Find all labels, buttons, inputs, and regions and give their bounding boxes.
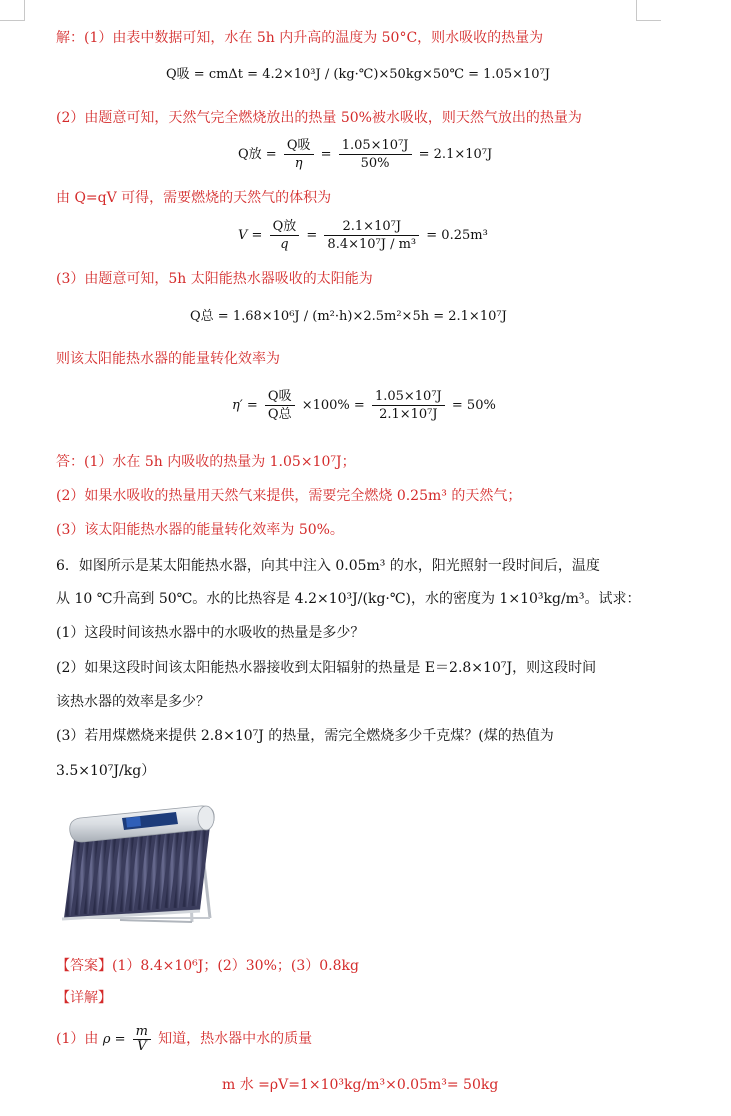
question-line-6: (3）若用煤燃烧来提供 2.8×10⁷J 的热量，需完全燃烧多少千克煤？(煤的热值为	[56, 728, 554, 744]
question-line-7: 3.5×10⁷J/kg）	[56, 763, 156, 779]
formula-fraction	[270, 218, 300, 253]
fraction-denominator: Q总	[267, 407, 292, 422]
formula-middle: ×100% =	[301, 398, 365, 413]
solar-water-heater-image	[60, 800, 220, 930]
formula-efficiency	[232, 388, 496, 423]
solution-line-2: (2）由题意可知，天然气完全燃烧放出的热量 50%被水吸收，则天然气放出的热量为	[56, 110, 582, 126]
formula-lhs: η′ =	[232, 398, 258, 413]
solution-line-4: (3）由题意可知，5h 太阳能热水器吸收的太阳能为	[56, 271, 373, 287]
question-line-1: 6．如图所示是某太阳能热水器，向其中注入 0.05m³ 的水，阳光照射一段时间后，温度	[56, 558, 600, 574]
fraction-numerator: Q吸	[284, 137, 314, 155]
formula-fraction	[372, 388, 445, 423]
formula-lhs: V =	[238, 228, 263, 243]
solution-line-5: 则该太阳能热水器的能量转化效率为	[56, 351, 280, 367]
formula-fraction	[265, 388, 295, 423]
question-line-3: (1）这段时间该热水器中的水吸收的热量是多少？	[56, 625, 365, 641]
page-crop-mark-right	[636, 0, 661, 21]
formula-lhs: Q放 =	[238, 147, 277, 162]
answer-summary-3: (3）该太阳能热水器的能量转化效率为 50%。	[56, 522, 344, 538]
formula-fraction	[324, 218, 419, 253]
fraction-denominator: 8.4×10⁷J / m³	[327, 237, 417, 252]
formula-rhs: = 50%	[451, 398, 496, 413]
formula-heat-absorbed: Q吸 = cmΔt = 4.2×10³J / (kg·℃)×50kg×50℃ = 1.05×10⁷J	[166, 67, 550, 82]
detail-prefix: (1）由	[56, 1031, 99, 1047]
formula-fraction	[133, 1025, 151, 1054]
formula-water-mass: m 水 =ρV=1×10³kg/m³×0.05m³= 50kg	[222, 1077, 499, 1093]
fraction-denominator: V	[137, 1039, 147, 1054]
question-line-2: 从 10 ℃升高到 50℃。水的比热容是 4.2×10³J/(kg·℃)，水的密度为 1×10³kg/m³。试求：	[56, 591, 641, 607]
formula-lhs: ρ =	[102, 1032, 126, 1047]
formula-solar-energy: Q总 = 1.68×10⁶J / (m²·h)×2.5m²×5h = 2.1×10⁷J	[190, 309, 507, 324]
formula-heat-released	[238, 137, 492, 172]
fraction-denominator: 50%	[360, 156, 390, 171]
fraction-numerator: m	[133, 1025, 151, 1040]
detail-line-1	[56, 1024, 312, 1054]
formula-rhs: = 0.25m³	[426, 228, 488, 243]
fraction-denominator: η	[294, 156, 303, 171]
formula-equals: =	[306, 228, 318, 243]
detail-label: 【详解】	[56, 990, 112, 1006]
question-line-5: 该热水器的效率是多少？	[56, 694, 210, 710]
solution-line-1: 解：(1）由表中数据可知，水在 5h 内升高的温度为 50°C，则水吸收的热量为	[56, 30, 544, 46]
formula-equals: =	[320, 147, 332, 162]
fraction-denominator: 2.1×10⁷J	[379, 407, 438, 422]
answer-summary-2: (2）如果水吸收的热量用天然气来提供，需要完全燃烧 0.25m³ 的天然气；	[56, 488, 522, 504]
fraction-denominator: q	[280, 237, 289, 252]
fraction-numerator: 2.1×10⁷J	[324, 218, 419, 236]
formula-fraction	[284, 137, 314, 172]
fraction-numerator: Q吸	[265, 388, 295, 406]
fraction-numerator: 1.05×10⁷J	[372, 388, 445, 406]
fraction-numerator: 1.05×10⁷J	[339, 137, 412, 155]
formula-fraction	[339, 137, 412, 172]
answer-key-line: 【答案】(1）8.4×10⁶J；(2）30%；(3）0.8kg	[56, 958, 359, 974]
detail-suffix: 知道，热水器中水的质量	[158, 1031, 313, 1047]
fraction-numerator: Q放	[270, 218, 300, 236]
question-line-4: (2）如果这段时间该太阳能热水器接收到太阳辐射的热量是 E＝2.8×10⁷J，则这段时间	[56, 660, 597, 676]
formula-gas-volume	[238, 218, 488, 253]
density-formula	[102, 1024, 158, 1054]
formula-rhs: = 2.1×10⁷J	[418, 147, 493, 162]
page-crop-mark-left	[0, 0, 25, 21]
solution-line-3: 由 Q=qV 可得，需要燃烧的天然气的体积为	[56, 190, 332, 206]
answer-summary-1: 答：(1）水在 5h 内吸收的热量为 1.05×10⁷J；	[56, 454, 356, 470]
